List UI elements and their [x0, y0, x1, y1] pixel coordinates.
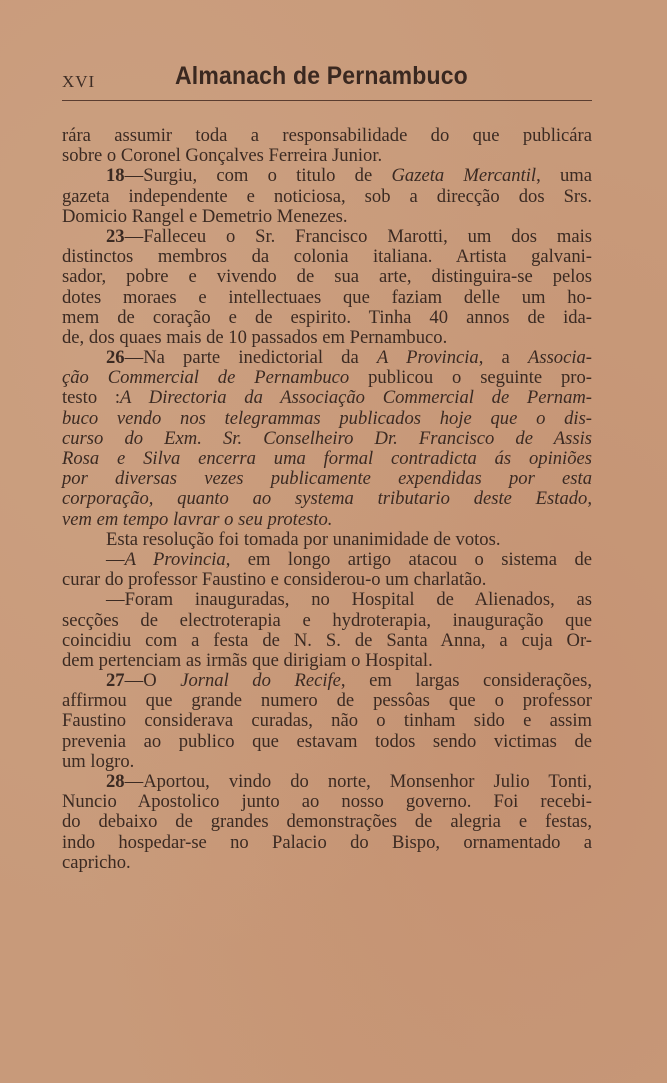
text-run: —Na parte inedictorial da: [124, 347, 377, 369]
entry-day-18: [62, 166, 592, 227]
text-run: coincidiu com a festa de N. S. de Santa Anna, a cuja Or-: [62, 629, 592, 651]
italic-text: Gazeta Mercantil: [391, 165, 537, 187]
text-run: Esta resolução foi tomada por unanimidade de votos.: [106, 528, 501, 550]
italic-text: Rosa e Silva encerra uma formal contradicta ás opiniões: [62, 448, 592, 469]
entry-day-28: [62, 772, 592, 873]
text-line: [62, 570, 592, 590]
text-run: Faustino considerava curadas, não o tinham sido e assim: [62, 710, 592, 732]
header-rule: [62, 100, 592, 101]
text-run: mem de coração e de espirito. Tinha 40 annos de ida-: [62, 306, 592, 328]
text-line: [62, 510, 592, 530]
text-line: [62, 489, 592, 509]
text-line: [62, 207, 592, 227]
text-run: um logro.: [62, 750, 135, 772]
text-run: de, dos quaes mais de 10 passados em Pernambuco.: [62, 326, 448, 348]
text-line: [62, 187, 592, 207]
text-line: [62, 631, 592, 651]
text-run: —Foram inauguradas, no Hospital de Alienados, as: [106, 589, 592, 611]
text-line: [62, 812, 592, 832]
text-line: [62, 146, 592, 166]
text-line: [62, 691, 592, 711]
text-line: [62, 833, 592, 853]
italic-text: vem em tempo lavrar o seu protesto.: [62, 508, 333, 530]
text-run: dem pertenciam as irmãs que dirigiam o Hospital.: [62, 649, 433, 671]
day-number: 26: [106, 347, 125, 369]
paragraph: [62, 126, 592, 166]
text-line: [62, 772, 592, 792]
entry-day-23: [62, 227, 592, 348]
text-line: [62, 267, 592, 287]
italic-text: A Provincia: [124, 548, 226, 570]
text-line: [62, 550, 592, 570]
text-run: testo :: [62, 387, 121, 409]
italic-text: buco vendo nos telegrammas publicados hoje que o dis-: [62, 407, 592, 429]
running-head: [62, 62, 592, 98]
text-run: , em longo artigo atacou o sistema de: [225, 548, 592, 570]
italic-text: Jornal do Recife: [180, 670, 341, 692]
text-run: —Aportou, vindo do norte, Monsenhor Julio Tonti,: [124, 771, 592, 792]
page-title: Almanach de Pernambuco: [175, 62, 468, 90]
text-run: distinctos membros da colonia italiana. Artista galvani-: [62, 246, 592, 268]
paragraph: [62, 590, 592, 671]
text-line: [62, 853, 592, 873]
text-run: affirmou que grande numero de pessôas que o professor: [62, 690, 592, 712]
text-line: [62, 247, 592, 267]
text-run: prevenia ao publico que estavam todos sendo victimas de: [62, 730, 592, 752]
text-run: Domicio Rangel e Demetrio Menezes.: [62, 205, 348, 227]
italic-text: curso do Exm. Sr. Conselheiro Dr. Francisco de Assis: [62, 427, 592, 449]
text-line: [62, 732, 592, 752]
text-line: [62, 449, 592, 469]
day-number: 28: [106, 771, 125, 792]
text-run: —Falleceu o Sr. Francisco Marotti, um dos mais: [124, 225, 592, 247]
text-run: curar do professor Faustino e considerou-o um charlatão.: [62, 569, 487, 591]
text-run: , uma: [536, 165, 592, 187]
text-line: [62, 308, 592, 328]
text-run: —: [106, 548, 125, 570]
page-number: XVI: [62, 72, 96, 91]
paragraph: [62, 550, 592, 590]
italic-text: A Directoria da Associação Commercial de Pernam-: [120, 387, 592, 409]
day-number: 27: [106, 670, 125, 692]
text-run: gazeta independente e noticiosa, sob a direcção dos Srs.: [62, 185, 592, 207]
text-line: [62, 227, 592, 247]
text-run: secções de electroterapia e hydroterapia, inauguração que: [62, 609, 592, 631]
text-run: Nuncio Apostolico junto ao nosso governo. Foi recebi-: [62, 791, 592, 813]
text-line: [62, 288, 592, 308]
text-run: capricho.: [62, 851, 131, 873]
text-run: , a: [478, 347, 528, 369]
italic-text: corporação, quanto ao systema tributario deste Estado,: [62, 488, 592, 510]
italic-text: ção Commercial de Pernambuco: [62, 367, 350, 389]
text-run: —Surgiu, com o titulo de: [124, 165, 392, 187]
text-run: dotes moraes e intellectuaes que faziam delle um ho-: [62, 286, 592, 308]
text-line: [62, 166, 592, 186]
text-run: —O: [124, 670, 181, 692]
day-number: 18: [106, 165, 125, 187]
text-line: [62, 348, 592, 368]
text-run: do debaixo de grandes demonstrações de alegria e festas,: [62, 811, 592, 833]
text-line: [62, 711, 592, 731]
text-line: [62, 590, 592, 610]
text-line: [62, 530, 592, 550]
text-line: [62, 388, 592, 408]
entry-day-27: [62, 671, 592, 772]
text-line: [62, 469, 592, 489]
text-line: [62, 328, 592, 348]
text-run: indo hospedar-se no Palacio do Bispo, ornamentado a: [62, 831, 592, 853]
text-run: sador, pobre e vivendo de sua arte, distinguira-se pelos: [62, 266, 592, 288]
text-run: rára assumir toda a responsabilidade do que publicára: [62, 125, 592, 146]
text-run: , em largas considerações,: [340, 670, 592, 692]
text-line: [62, 752, 592, 772]
day-number: 23: [106, 225, 125, 247]
italic-text: por diversas vezes publicamente expendidas por esta: [62, 468, 592, 490]
text-line: [62, 651, 592, 671]
text-line: [62, 611, 592, 631]
text-line: [62, 671, 592, 691]
body-text: [62, 126, 592, 873]
text-line: [62, 429, 592, 449]
italic-text: Associa-: [527, 347, 593, 369]
italic-text: A Provincia: [376, 347, 479, 369]
text-line: [62, 126, 592, 146]
paragraph: [62, 530, 592, 550]
text-run: publicou o seguinte pro-: [349, 367, 592, 389]
text-line: [62, 792, 592, 812]
text-line: [62, 409, 592, 429]
text-line: [62, 368, 592, 388]
text-run: sobre o Coronel Gonçalves Ferreira Junior.: [62, 145, 383, 167]
entry-day-26: [62, 348, 592, 530]
